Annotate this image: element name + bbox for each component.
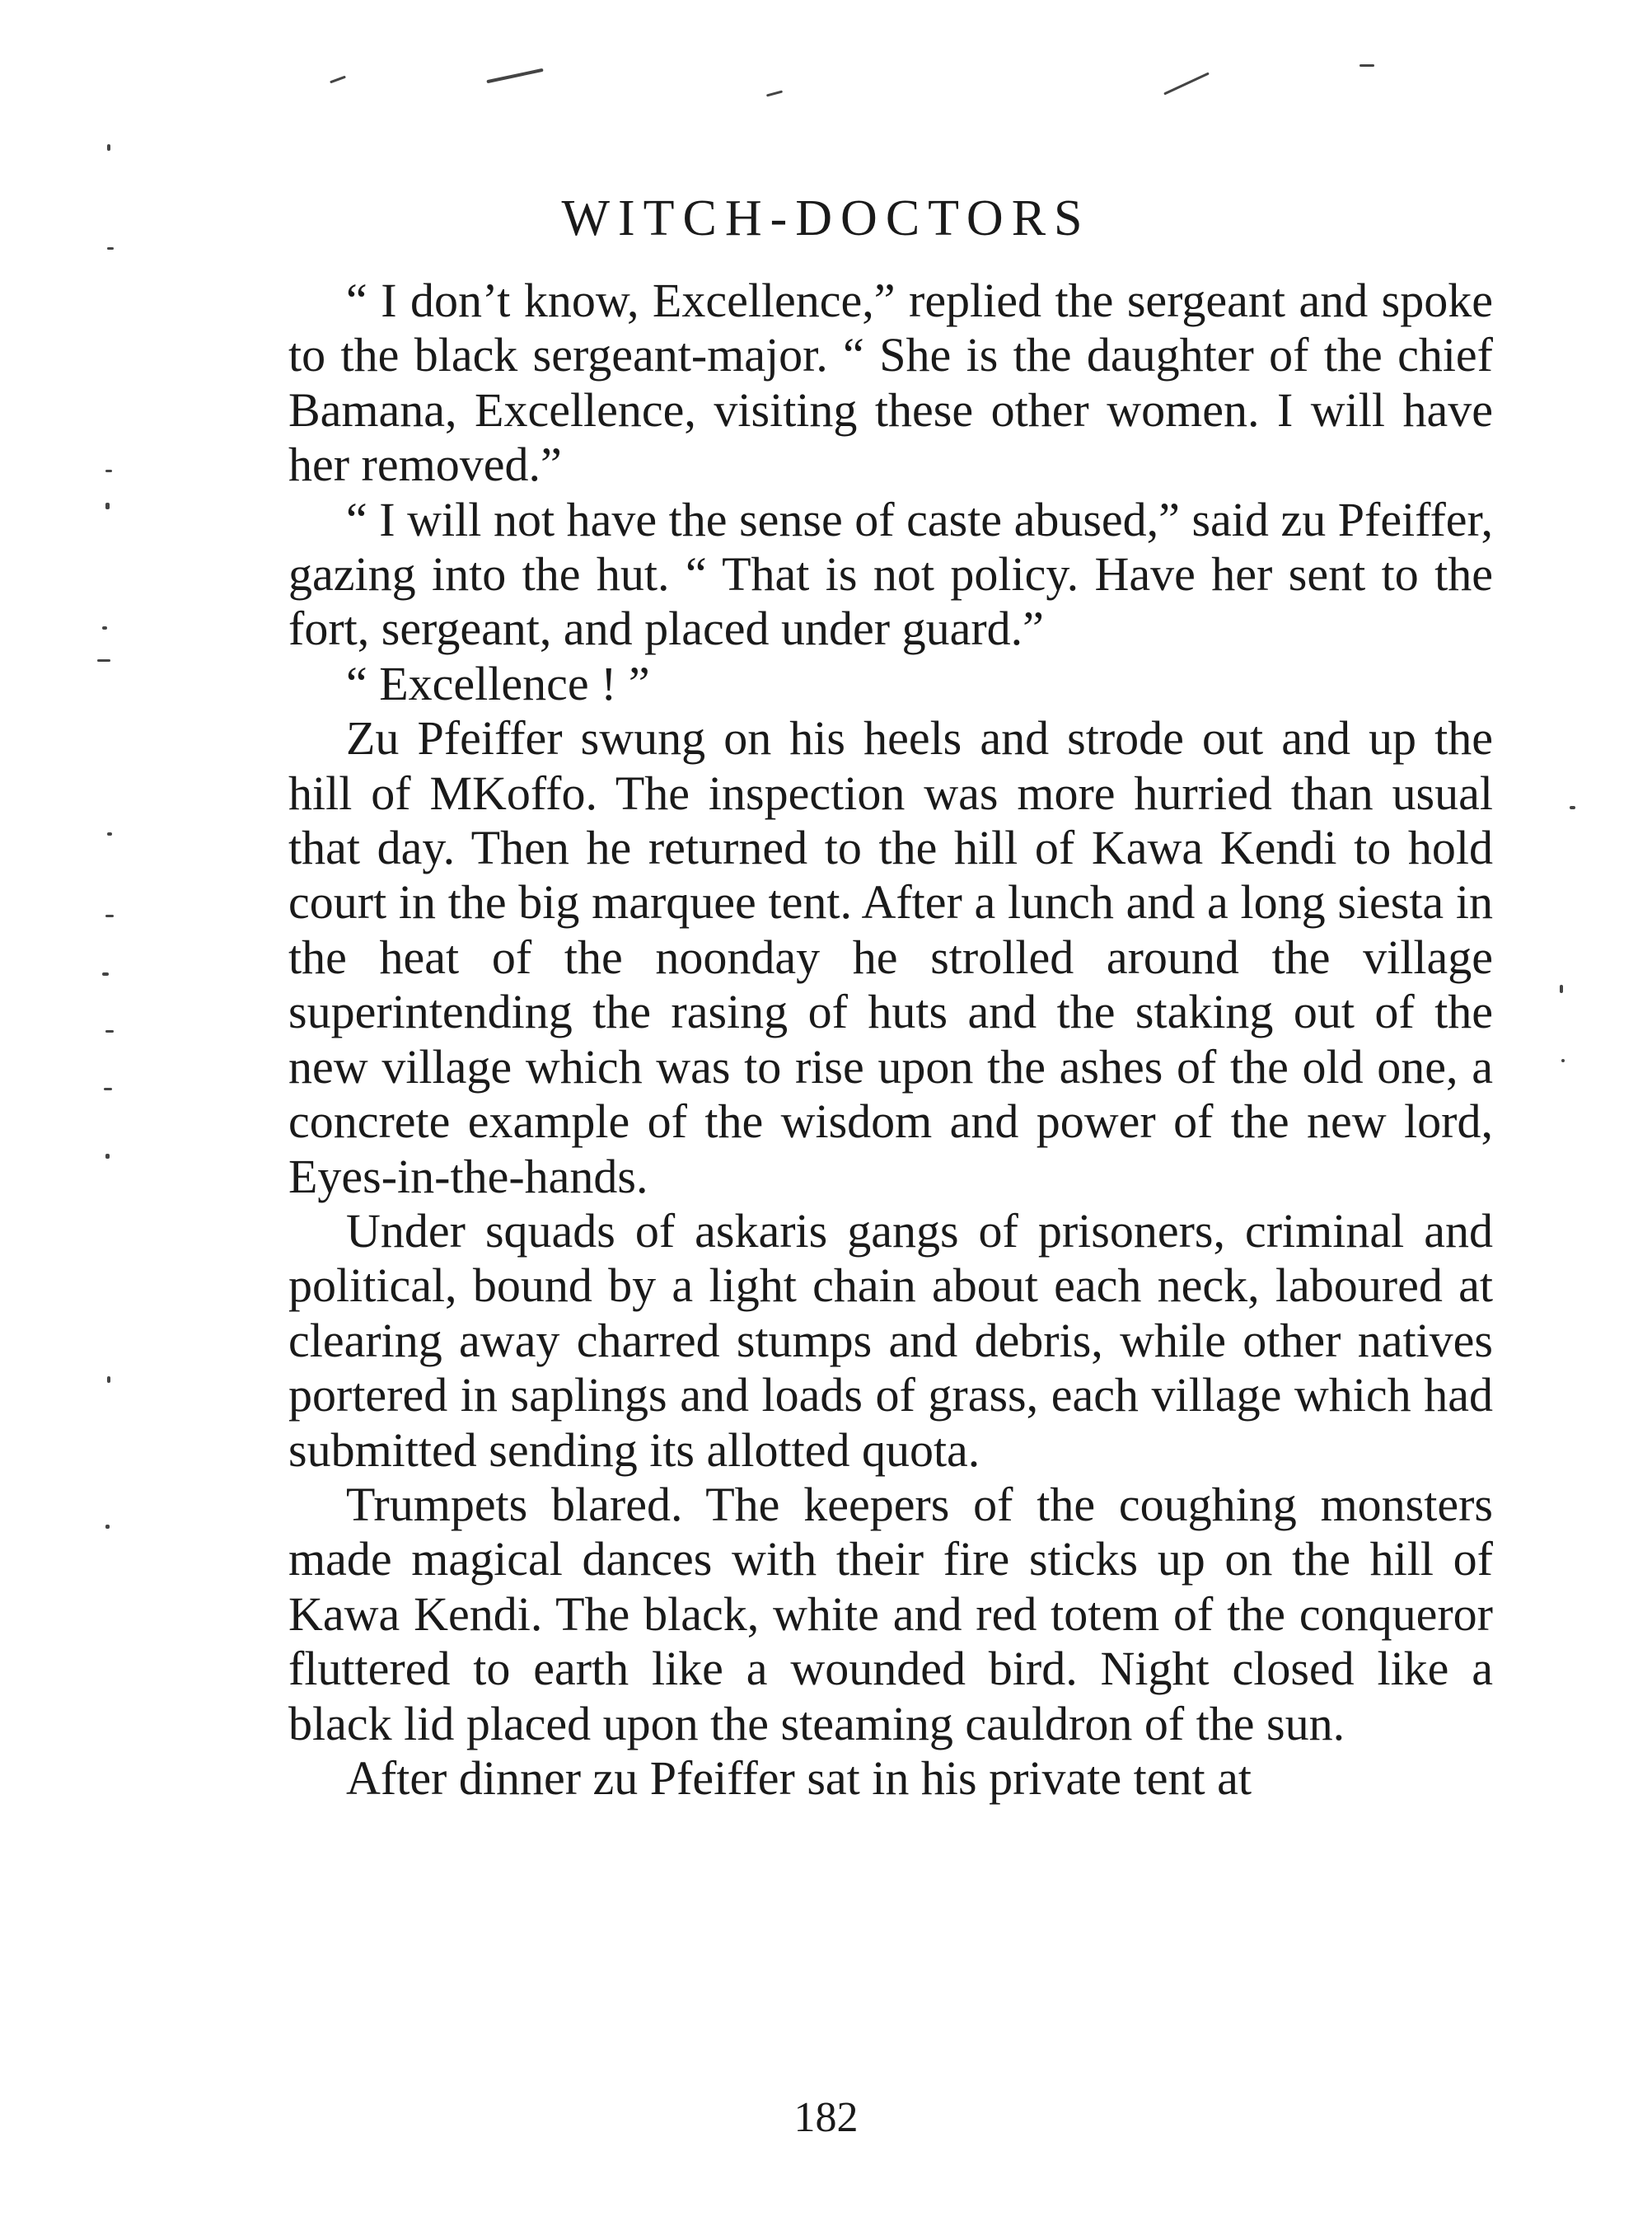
paragraph: “ I don’t know, Excellence,” replied the sergeant and spoke to the black sergeant-major. “ She is the daughter of the chief Bamana, Excellence, visiting these other women. I will have her removed.” <box>288 274 1493 492</box>
paragraph: Under squads of askaris gangs of prisoners, criminal and political, bound by a light chain about each neck, laboured at clearing away charred stumps and debris, while other natives portered in saplings and loads of grass, each village which had submitted sending its allotted quota. <box>288 1203 1493 1477</box>
paragraph: “ Excellence ! ” <box>346 656 650 710</box>
page-number: 182 <box>793 2094 859 2141</box>
running-head: WITCH-DOCTORS <box>561 190 1091 246</box>
paragraph: After dinner zu Pfeiffer sat in his private tent at <box>346 1750 1252 1805</box>
paragraph: “ I will not have the sense of caste abused,” said zu Pfeiffer, gazing into the hut. “ That is not policy. Have her sent to the fort, sergeant, and placed under guard.” <box>288 492 1493 656</box>
paragraph: Trumpets blared. The keepers of the coughing monsters made magical dances with their fire sticks up on the hill of Kawa Kendi. The black, white and red totem of the conqueror fluttered to earth like a wounded bird. Night closed like a black lid placed upon the steaming cauldron of the sun. <box>288 1477 1493 1750</box>
paragraph: Zu Pfeiffer swung on his heels and strode out and up the hill of MKoffo. The inspection was more hurried than usual that day. Then he returned to the hill of Kawa Kendi to hold court in the big marquee tent. After a lunch and a long siesta in the heat of the noonday he strolled around the village superintending the rasing of huts and the staking out of the new village which was to rise upon the ashes of the old one, a concrete example of the wisdom and power of the new lord, Eyes-in-the-hands. <box>288 711 1493 1203</box>
body-text <box>288 274 1493 1806</box>
